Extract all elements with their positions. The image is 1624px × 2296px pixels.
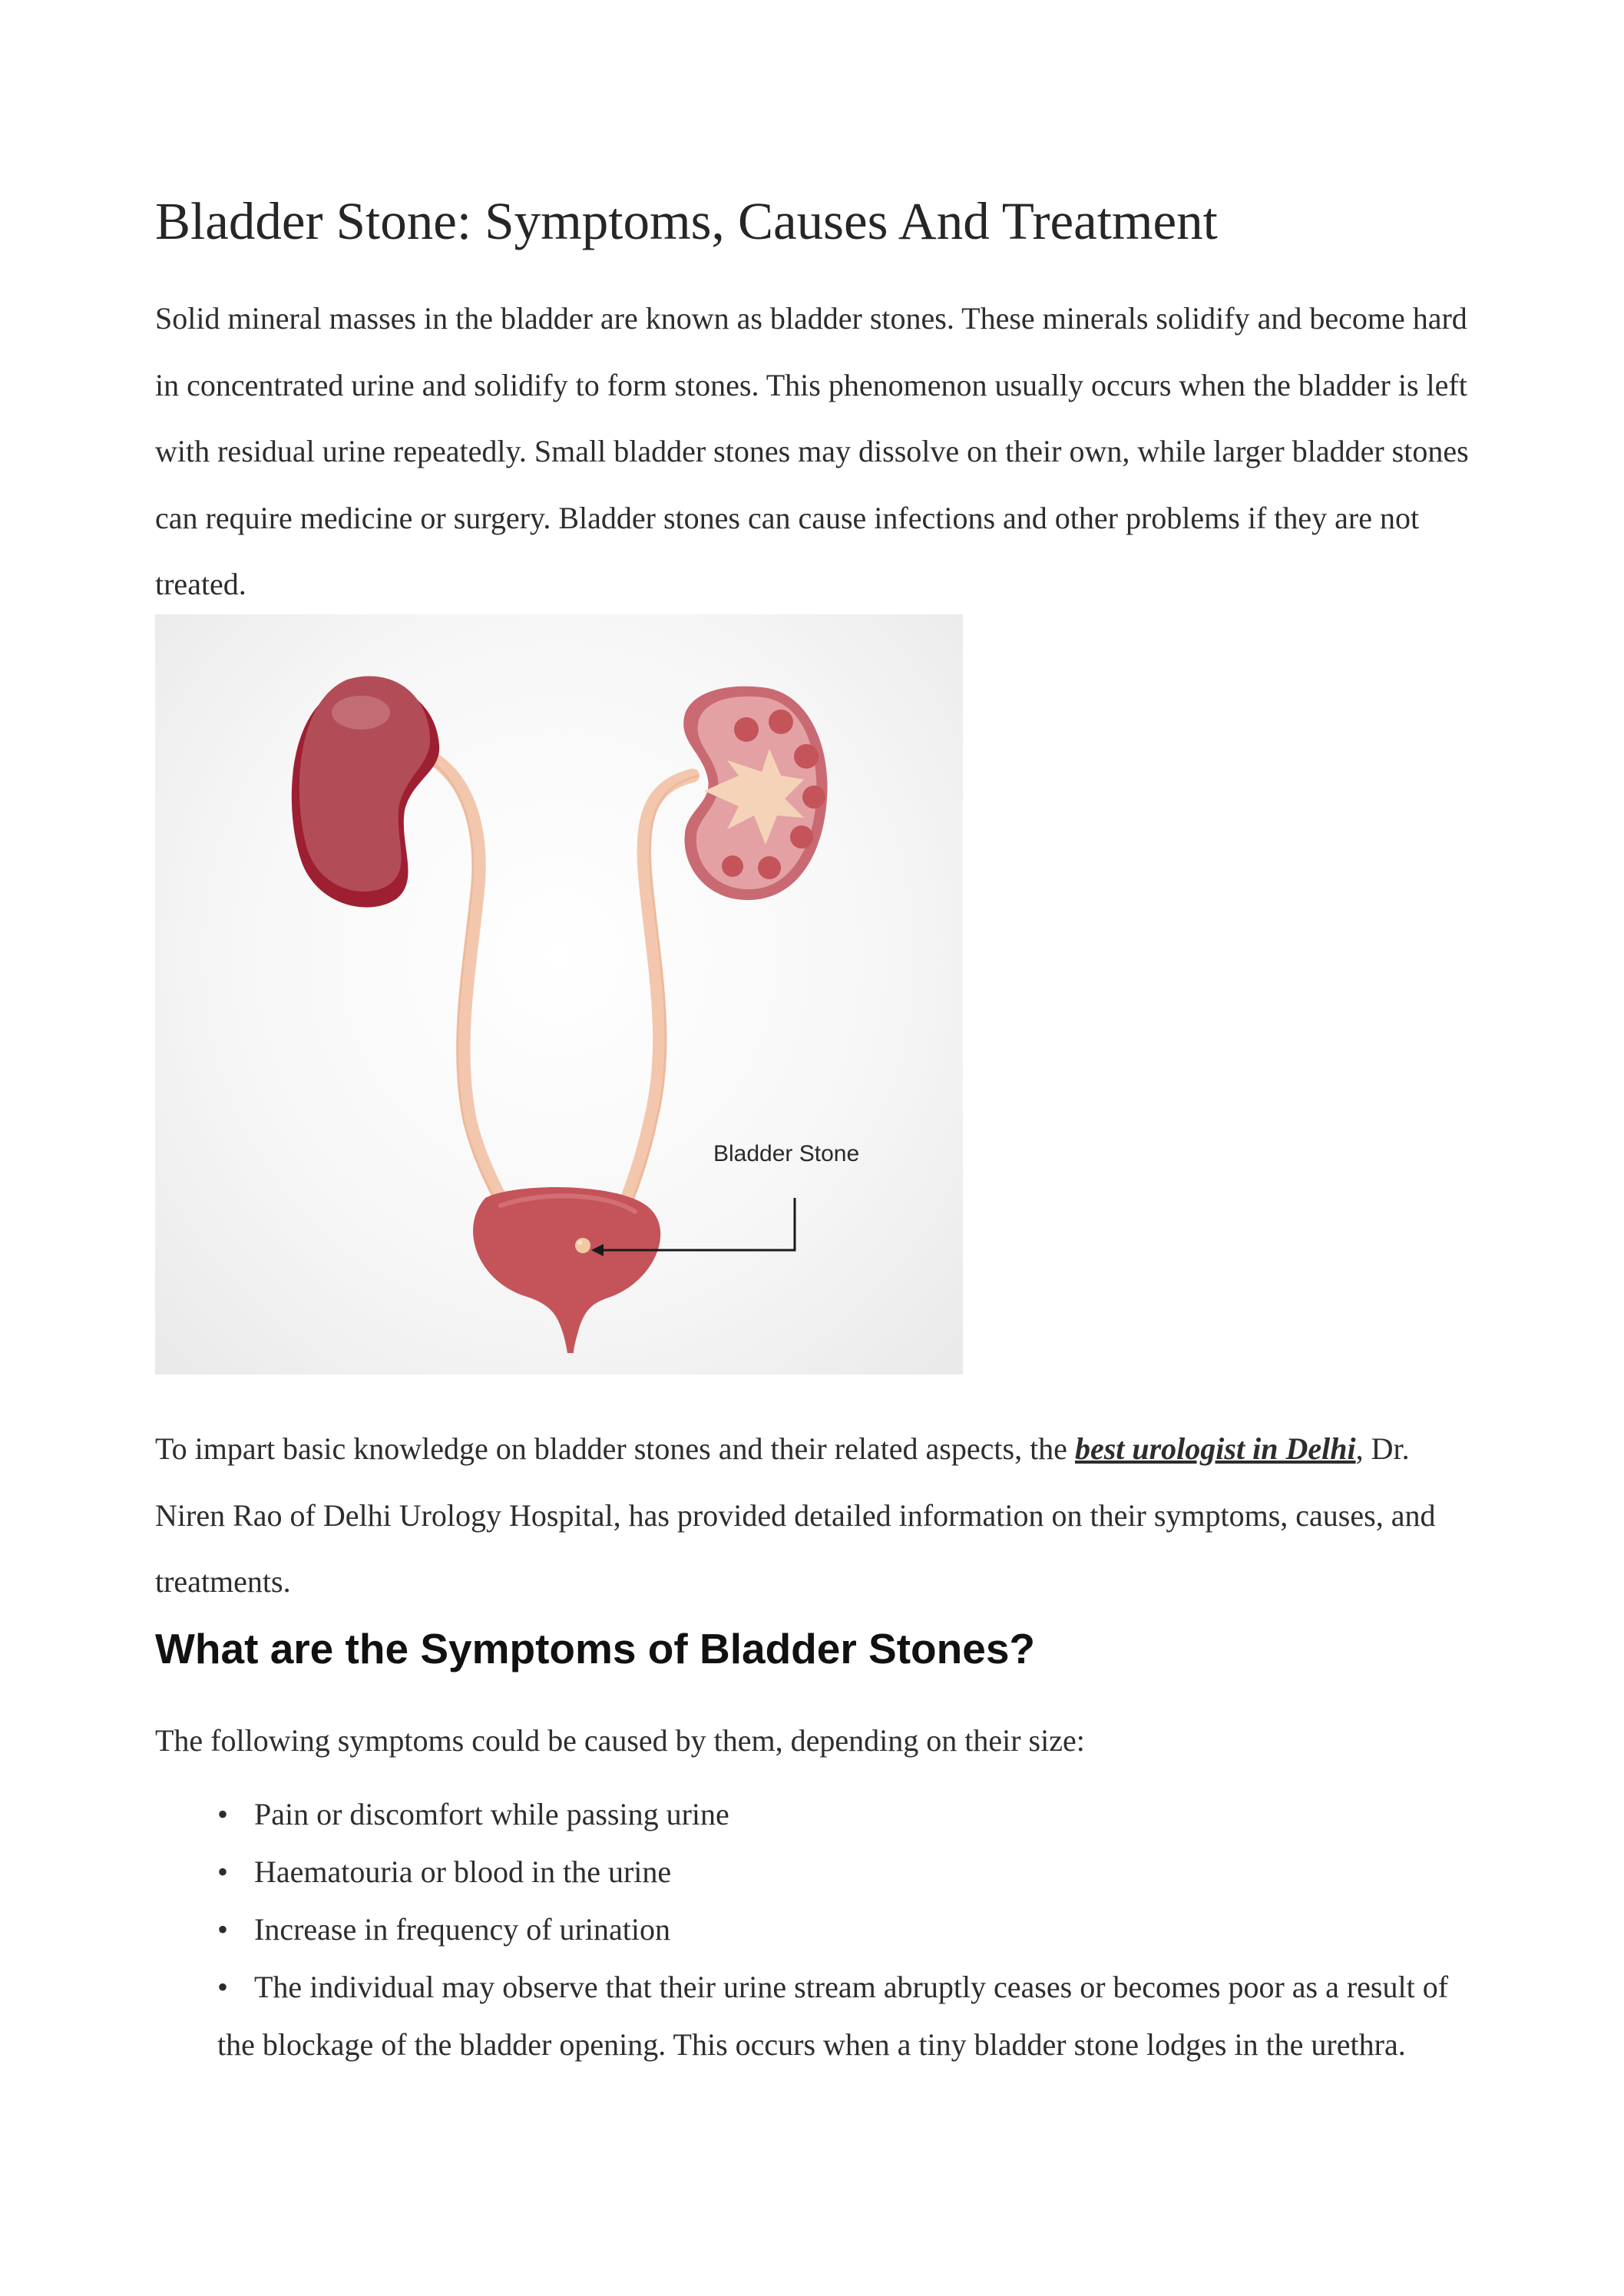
- list-item: [217, 1901, 1477, 1958]
- left-ureter: [408, 749, 516, 1229]
- bullet-icon: •: [217, 1912, 229, 1947]
- urinary-system-svg: [155, 614, 963, 1375]
- list-item: [217, 1958, 1477, 2073]
- bladder-stone: [575, 1238, 590, 1253]
- symptoms-lead: The following symptoms could be caused by them, depending on their size:: [155, 1723, 1085, 1758]
- list-item-text: Increase in frequency of urination: [254, 1912, 670, 1947]
- bullet-icon: •: [217, 1797, 229, 1831]
- stone-label: Bladder Stone: [713, 1141, 860, 1166]
- urologist-text-after: , Dr. Niren Rao of Delhi Urology Hospital, has provided detailed information on their symptoms, causes, and treatments.: [155, 1431, 1436, 1599]
- article-title: Bladder Stone: Symptoms, Causes And Treatment: [155, 192, 1218, 250]
- bladder: [473, 1187, 660, 1353]
- best-urologist-link[interactable]: best urologist in Delhi: [1074, 1431, 1356, 1466]
- symptoms-list: [217, 1785, 1477, 2073]
- list-item-text: Pain or discomfort while passing urine: [254, 1797, 729, 1831]
- right-kidney: [683, 686, 827, 900]
- urologist-text-before: To impart basic knowledge on bladder stones and their related aspects, the: [155, 1431, 1075, 1466]
- bullet-icon: •: [217, 1854, 229, 1889]
- urinary-system-illustration: [155, 614, 963, 1375]
- bullet-icon: •: [217, 1970, 229, 2004]
- list-item: [217, 1843, 1477, 1901]
- list-item-text: Haematouria or blood in the urine: [254, 1854, 672, 1889]
- right-ureter: [616, 776, 693, 1229]
- symptoms-heading: What are the Symptoms of Bladder Stones?: [155, 1625, 1036, 1672]
- list-item: [217, 1785, 1477, 1843]
- left-kidney: [292, 676, 439, 907]
- list-item-text: The individual may observe that their urine stream abruptly ceases or becomes poor as a result of the blockage of the bladder opening. This occurs when a tiny bladder stone lodges in the urethra.: [217, 1970, 1449, 2062]
- urologist-paragraph: [155, 1416, 1476, 1616]
- intro-paragraph: Solid mineral masses in the bladder are known as bladder stones. These minerals solidify and become hard in concentrated urine and solidify to form stones. This phenomenon usually occurs when the bladder is left with residual urine repeatedly. Small bladder stones may dissolve on their own, while larger bladder stones can require medicine or surgery. Bladder stones can cause infections and other problems if they are not treated.: [155, 301, 1469, 601]
